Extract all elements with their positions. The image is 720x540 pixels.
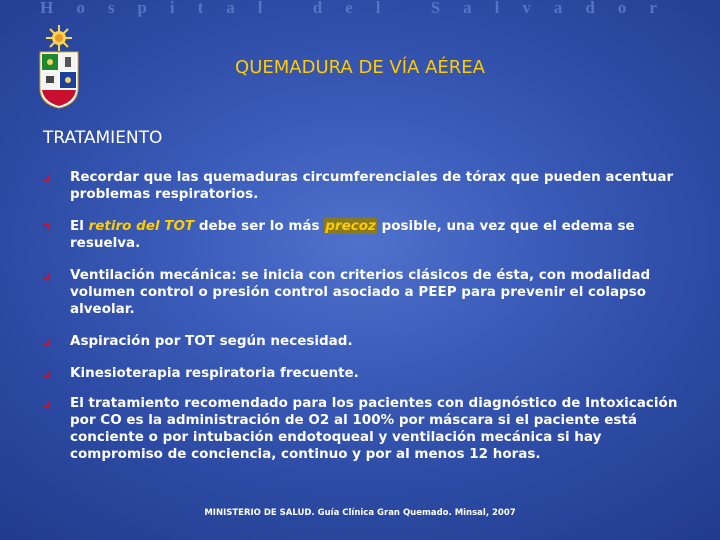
section-heading: TRATAMIENTO bbox=[43, 128, 163, 148]
bullet-text: Recordar que las quemaduras circumferenciales de tórax que pueden acentuar problemas respiratorios. bbox=[70, 169, 674, 202]
bullet-text: El tratamiento recomendado para los pacientes con diagnóstico de Intoxicación por CO es la administración de O2 al 100% por máscara si el paciente está conciente o por intubación endotoqueal y ventilación mecánica si hay compromiso de conciencia, continuo y por al menos 12 horas. bbox=[70, 395, 678, 462]
bullet-item bbox=[40, 395, 680, 463]
bullet-marker-icon bbox=[43, 273, 49, 279]
bullet-marker-icon bbox=[43, 339, 49, 345]
bullet-item bbox=[40, 169, 680, 203]
bullet-text: Kinesioterapia respiratoria frecuente. bbox=[70, 365, 359, 381]
bullet-text-part: El bbox=[70, 218, 89, 234]
hospital-name-header: Hospital del Salvador bbox=[40, 0, 680, 17]
bullet-item bbox=[40, 267, 680, 318]
emphasis-retiro-del-tot: retiro del TOT bbox=[88, 218, 195, 234]
slide-title: QUEMADURA DE VÍA AÉREA bbox=[235, 57, 485, 78]
emphasis-precoz: precoz bbox=[325, 218, 376, 234]
bullet-marker-icon bbox=[43, 401, 49, 407]
bullet-text: Aspiración por TOT según necesidad. bbox=[70, 333, 353, 349]
bullet-marker-icon bbox=[43, 175, 49, 181]
bullet-list bbox=[40, 169, 680, 463]
bullet-text: Ventilación mecánica: se inicia con criterios clásicos de ésta, con modalidad volumen control o presión control asociado a PEEP para prevenir el colapso alveolar. bbox=[70, 267, 651, 317]
bullet-marker-icon bbox=[43, 224, 49, 230]
bullet-item bbox=[40, 365, 680, 382]
bullet-text-part: debe ser lo más bbox=[194, 218, 325, 234]
bullet-text-part: posible, una vez que el edema se resuelva. bbox=[70, 218, 635, 251]
bullet-item bbox=[40, 333, 680, 350]
footer-citation: MINISTERIO DE SALUD. Guía Clínica Gran Quemado. Minsal, 2007 bbox=[204, 508, 516, 518]
bullet-item bbox=[40, 218, 680, 252]
bullet-marker-icon bbox=[43, 371, 49, 377]
